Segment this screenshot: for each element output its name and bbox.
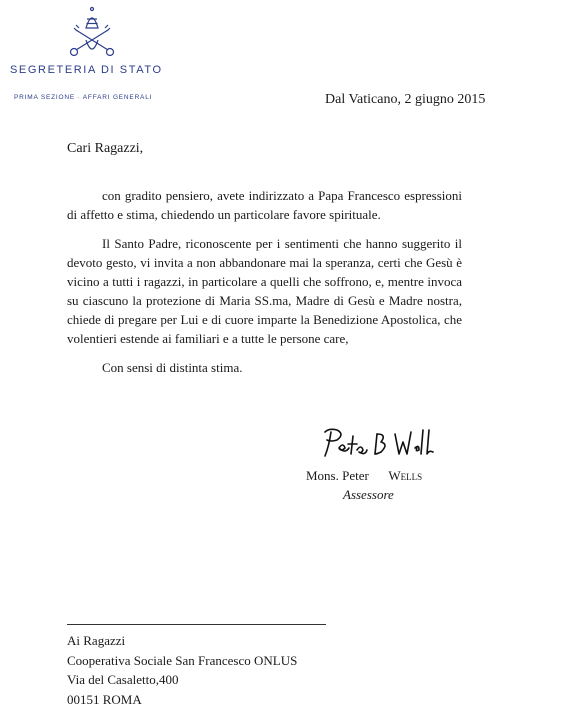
signatory-name-prefix: Mons. Peter [306,468,369,483]
papal-crest-icon [64,6,120,60]
address-line: Via del Casaletto,400 [67,670,297,690]
paragraph: Il Santo Padre, riconoscente per i sentimenti che hanno suggerito il devoto gesto, vi invita a non abbandonare mai la speranza, certi che Gesù è vicino a tutti i ragazzi, in particolare a quelli che soffrono, e, mentre invoca su ciascuno la protezione di Maria SS.ma, Madre di Gesù e Madre nostra, chiede di pregare per Lui e di cuore imparte la Benedizione Apostolica, che volentieri estende ai familiari e a tutte le persone care, [67,234,462,348]
organization-section: PRIMA SEZIONE · AFFARI GENERALI [14,94,184,101]
signatory-title: Assessore [343,487,394,503]
closing: Con sensi di distinta stima. [67,358,462,377]
date-line: Dal Vaticano, 2 giugno 2015 [325,92,485,108]
handwritten-signature [315,420,435,468]
salutation: Cari Ragazzi, [67,141,143,157]
address-line: Cooperativa Sociale San Francesco ONLUS [67,651,297,671]
letter-body [67,186,462,387]
paragraph: con gradito pensiero, avete indirizzato a Papa Francesco espressioni di affetto e stima, chiedendo un particolare favore spirituale. [67,186,462,224]
address-divider [67,624,326,625]
organization-name: SEGRETERIA DI STATO [10,64,180,76]
address-line: Ai Ragazzi [67,631,297,651]
recipient-address [67,631,297,709]
address-line: 00151 ROMA [67,690,297,709]
signatory-name [306,468,422,484]
signatory-surname: Wells [388,468,422,483]
